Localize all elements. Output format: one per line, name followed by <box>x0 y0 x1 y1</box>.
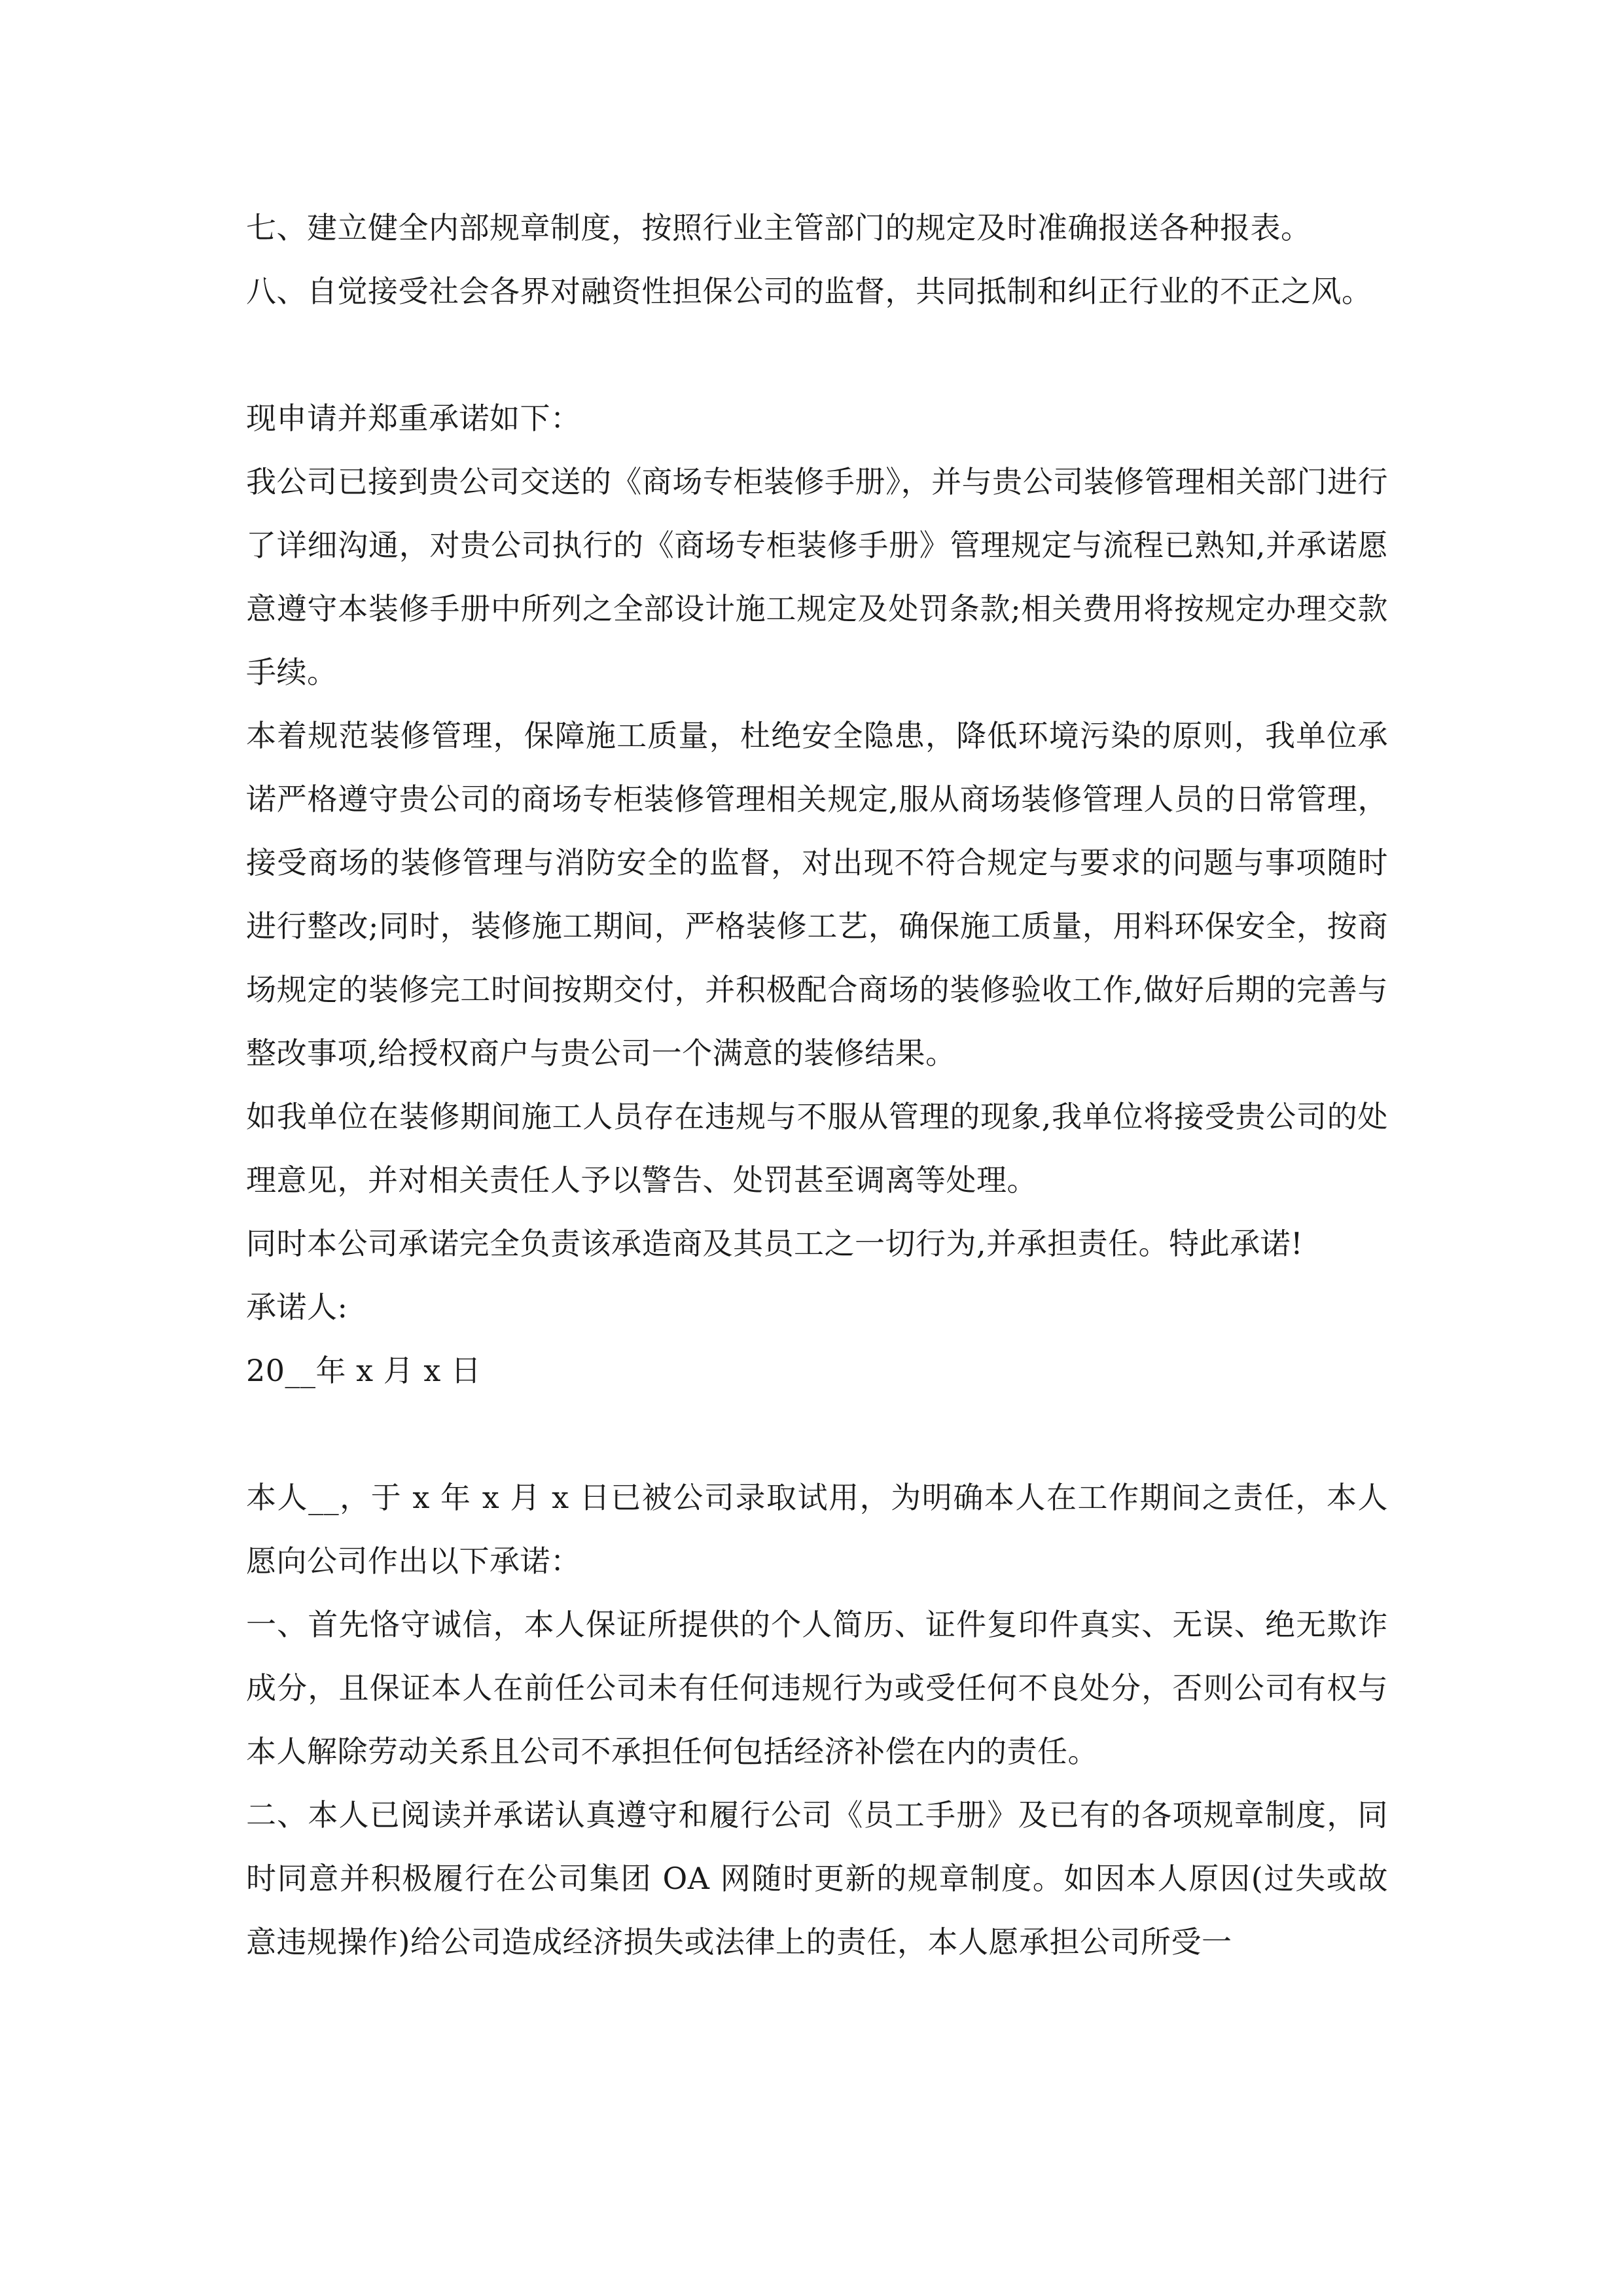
pledge-paragraph: 本着规范装修管理，保障施工质量，杜绝安全隐患，降低环境污染的原则，我单位承诺严格遵守贵公司的商场专柜装修管理相关规定,服从商场装修管理人员的日常管理，接受商场的装修管理与消防安全的监督，对出现不符合规定与要求的问题与事项随时进行整改;同时，装修施工期间，严格装修工艺，确保施工质量，用料环保安全，按商场规定的装修完工时间按期交付，并积极配合商场的装修验收工作,做好后期的完善与整改事项,给授权商户与贵公司一个满意的装修结果。 <box>246 718 1388 1071</box>
signer-label: 承诺人: <box>246 1289 348 1325</box>
document-body <box>246 196 1388 1974</box>
section-spacer <box>246 323 1388 387</box>
pledge-intro: 现申请并郑重承诺如下： <box>246 401 581 436</box>
pledge-paragraph: 如我单位在装修期间施工人员存在违规与不服从管理的现象,我单位将接受贵公司的处理意见，并对相关责任人予以警告、处罚甚至调离等处理。 <box>246 1099 1388 1198</box>
signature-date: 20__年 x 月 x 日 <box>246 1353 482 1388</box>
clause-eight: 八、自觉接受社会各界对融资性担保公司的监督，共同抵制和纠正行业的不正之风。 <box>246 274 1372 309</box>
section-spacer <box>246 1403 1388 1466</box>
pledge-paragraph: 我公司已接到贵公司交送的《商场专柜装修手册》，并与贵公司装修管理相关部门进行了详细沟通，对贵公司执行的《商场专柜装修手册》管理规定与流程已熟知,并承诺愿意遵守本装修手册中所列之全部设计施工规定及处罚条款;相关费用将按规定办理交款手续。 <box>246 464 1388 690</box>
pledge-paragraph: 同时本公司承诺完全负责该承造商及其员工之一切行为,并承担责任。特此承诺! <box>246 1226 1304 1261</box>
clause-seven: 七、建立健全内部规章制度，按照行业主管部门的规定及时准确报送各种报表。 <box>246 210 1311 245</box>
employee-pledge-clause: 一、首先恪守诚信，本人保证所提供的个人简历、证件复印件真实、无误、绝无欺诈成分，且保证本人在前任公司未有任何违规行为或受任何不良处分，否则公司有权与本人解除劳动关系且公司不承担任何包括经济补偿在内的责任。 <box>246 1607 1388 1769</box>
employee-pledge-intro: 本人__，于 x 年 x 月 x 日已被公司录取试用，为明确本人在工作期间之责任，本人愿向公司作出以下承诺： <box>246 1480 1388 1579</box>
employee-pledge-clause: 二、本人已阅读并承诺认真遵守和履行公司《员工手册》及已有的各项规章制度，同时同意并积极履行在公司集团 OA 网随时更新的规章制度。如因本人原因(过失或故意违规操作)给公司造成经济损失或法律上的责任，本人愿承担公司所受一 <box>246 1797 1388 1960</box>
